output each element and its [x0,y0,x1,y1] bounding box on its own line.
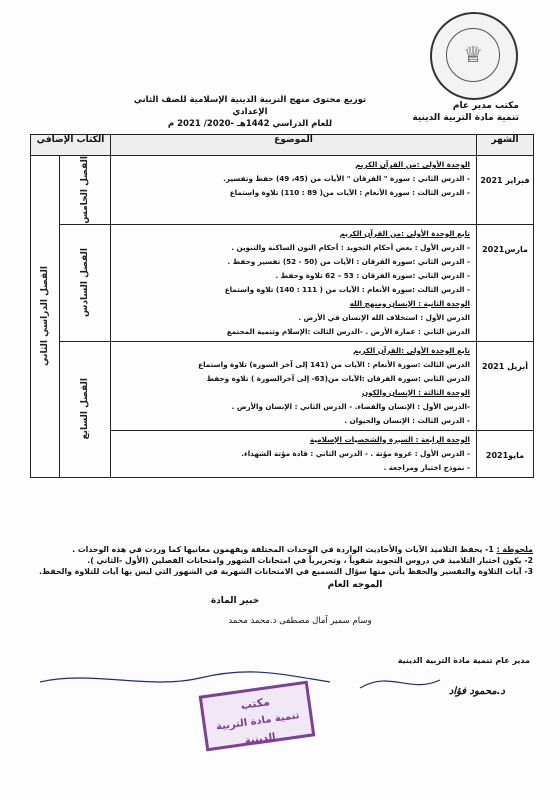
title-line-1: توزيع محتوى منهج التربية الدينية الإسلامية للصف الثاني الإعدادي [133,95,367,117]
lesson-line: الدرس الثاني : عمارة الأرض . -الدرس الثالث :الإسلام وتنمية المجتمع [226,326,470,336]
month-cell: فبراير 2021 [477,156,534,225]
lesson-line: الدرس الثاني :سورة الفرقان :الآيات من(63- إلى آخرالسورة ) تلاوة وحفظ [206,373,470,383]
document-title [120,94,380,130]
chapter-label: الفصل السادس [80,248,90,318]
topic-cell [111,430,477,477]
curriculum-table [30,134,534,478]
term-cell [31,156,60,478]
month-cell: مارس2021 [477,224,534,341]
lesson-line: - الدرس الثاني :سورة الفرقان : الأيات من (50 - 52) تفسير وحفظ . [227,256,470,266]
chapter-label: الفصل الخامس [80,156,90,224]
header-topic: الموضوع [111,135,477,156]
lesson-line: الدرس الأول : استخلاف الله الإنسان في الأرض . [298,312,470,322]
notes-label: ملحوظة : [496,545,533,554]
chapter-cell [60,224,111,341]
handwritten-signature: د.محمود فؤاد [448,686,505,697]
note-3: 3- آيات التلاوة والتفسير والحفظ يأتي منها سؤال التسميع في الامتحانات الشهرية في الشهور التي ليس بها آيات للتلاوة والحفظ. [39,567,533,576]
month-cell: مايو2021 [477,430,534,477]
lesson-line: - الدرس الثاني :سورة الفرقان : 53 – 62 تلاوة وحفظ . [275,270,470,280]
table-row [31,156,534,225]
lesson-line: - الدرس الثاني : سورة " الفرقان " الأيات من (45، 49) حفظ وتفسير. [223,174,470,183]
chapter-cell [60,341,111,477]
lesson-line: - الدرس الثالث : سورة الأنعام : الآيات من( 89 : 110) تلاوة واستماع [229,188,470,197]
unit-heading: الوحدة الرابعة : السيرة والشخصيات الإسلامية [309,434,470,444]
table-row [31,224,534,341]
lesson-line: - نموذج اختبار ومراجعة . [383,462,470,472]
term-label: الفصل الدراسي الثاني [40,266,50,367]
ministry-seal-logo [430,12,518,100]
director-caption: مدير عام تنمية مادة التربية الدينية [397,656,530,665]
table-row [31,341,534,430]
table-header-row [31,135,534,156]
lesson-line: - الدرس الثالث : الإنسان والحيوان . [344,415,470,425]
eagle-emblem-icon: ♕ [446,28,500,82]
topic-cell [111,341,477,430]
office-line-2: تنمية مادة التربية الدينية [412,113,519,123]
unit-heading: الوحدة الثانية : الإنسان ومنهج الله [349,298,470,308]
lesson-line: - الدرس الأول : بعض أحكام التجويد : أحكام النون الساكنة والتنوين . [231,242,470,252]
unit-heading: تابع الوحدة الأولى :القرآن الكريم [353,345,470,355]
header-book: الكتاب الإضافي [31,135,111,156]
expert-title: خبير المادة [210,596,260,606]
director-title: الموجه العام [327,580,383,590]
title-line-2: للعام الدراسي 1442هـ -2020/ 2021 م [167,119,333,129]
lesson-line: الدرس الثالث :سورة الأنعام : الآيات من (141 إلى آخر السورة) تلاوة واستماع [198,359,470,369]
chapter-label: الفصل السابع [80,378,90,440]
lesson-line: -الدرس الأول : الإنسان والفضاء. - الدرس الثاني : الإنسان والأرض . [231,401,470,411]
unit-heading: تابع الوحدة الأولى :من القرآن الكريم [339,228,470,238]
note-1: 1- يحفظ التلاميذ الآيات والأحاديث الواردة في الوحدات المختلفة ويفهمون معانيها كما وردت في هذه الوحدات . [72,545,494,554]
lesson-line: - الدرس الأول : غزوة مؤتة . - الدرس الثاني : قادة مؤتة الشهداء. [241,448,470,458]
stamp-line-1: مكتب [239,695,271,713]
header-month: الشهر [477,135,534,156]
topic-cell [111,224,477,341]
unit-heading: الوحدة الأولى :من القرآن الكريم [355,160,470,169]
topic-cell [111,156,477,225]
unit-heading: الوحدة الثالثة : الإنسان والكون [361,387,470,397]
stamp-line-2: تنمية مادة التربية الدينية [215,710,301,747]
month-cell: أبريل 2021 [477,341,534,430]
lesson-line: - الدرس الثالث :سورة الأنعام : الآيات من ( 111 : 140) تلاوة واستماع [224,284,470,294]
names-line: وسام سمير آمال مصطفى د.محمد محمد [228,616,372,626]
chapter-cell [60,156,111,225]
office-line-1: مكتب مدير عام [452,101,519,111]
office-header [412,100,519,124]
notes-block [13,544,533,577]
note-2: 2- يكون اختبار التلاميذ في دروس التجويد شفوياً ، وتحريرياً في امتحانات الشهور وامتحانات الفصلين (الأول -الثاني ). [87,556,533,565]
